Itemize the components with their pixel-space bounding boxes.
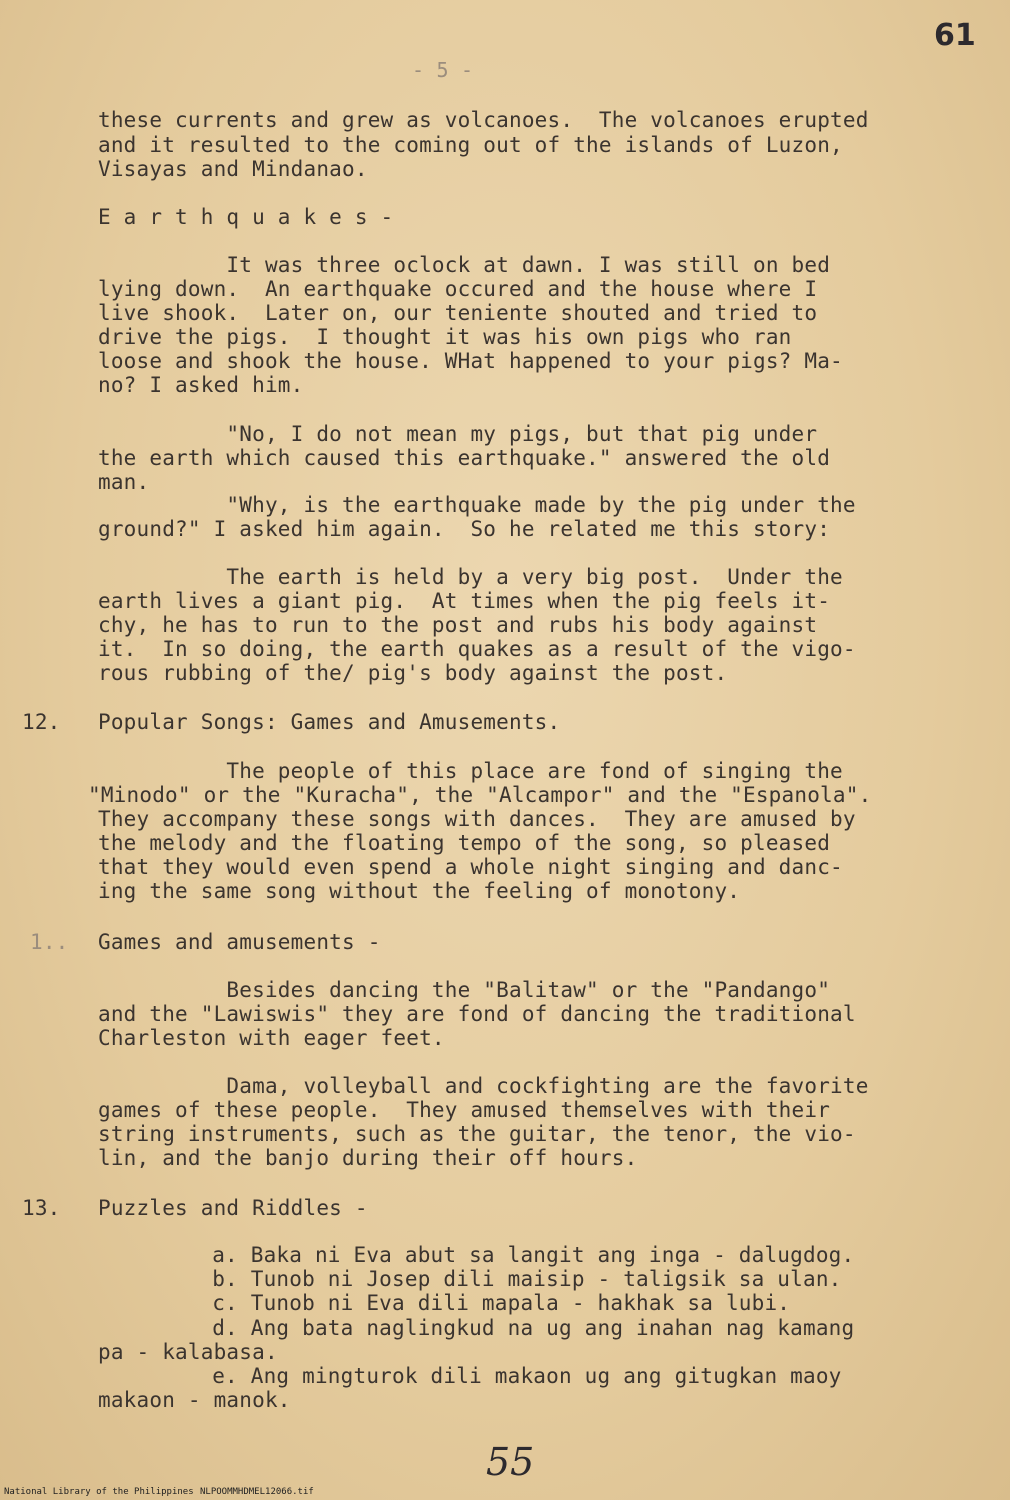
riddle-e-line-2: makaon - manok. — [98, 1388, 291, 1412]
paragraph-volcanoes-line-3: Visayas and Mindanao. — [98, 157, 368, 181]
section-12-number: 12. — [22, 710, 61, 734]
riddle-d-line-1: d. Ang bata naglingkud na ug ang inahan nag kamang — [148, 1316, 855, 1340]
paragraph-dawn-line-1: It was three oclock at dawn. I was still on bed — [98, 253, 831, 277]
paragraph-dances-line-3: Charleston with eager feet. — [98, 1026, 445, 1050]
riddle-c: c. Tunob ni Eva dili mapala - hakhak sa lubi. — [148, 1291, 791, 1315]
paragraph-favorites-line-2: games of these people. They amused themselves with their — [98, 1098, 831, 1122]
section-13-number: 13. — [22, 1196, 61, 1220]
paragraph-question-line-2: ground?" I asked him again. So he related me this story: — [98, 517, 831, 541]
paragraph-songs-line-3: They accompany these songs with dances. They are amused by — [98, 807, 856, 831]
riddle-b: b. Tunob ni Josep dili maisip - taligsik sa ulan. — [148, 1267, 842, 1291]
paragraph-dawn-line-4: drive the pigs. I thought it was his own pigs who ran — [98, 325, 792, 349]
paragraph-story-line-1: The earth is held by a very big post. Under the — [98, 565, 843, 589]
paragraph-answer-line-2: the earth which caused this earthquake." answered the old — [98, 446, 831, 470]
paragraph-volcanoes-line-2: and it resulted to the coming out of the islands of Luzon, — [98, 133, 843, 157]
section-games-title: Games and amusements - — [98, 930, 381, 954]
paragraph-story-line-3: chy, he has to run to the post and rubs his body against — [98, 613, 818, 637]
typed-page-number: - 5 - — [412, 58, 474, 82]
section-12-title: Popular Songs: Games and Amusements. — [98, 710, 561, 734]
riddle-d-line-2: pa - kalabasa. — [98, 1340, 278, 1364]
paragraph-answer-line-1: "No, I do not mean my pigs, but that pig under — [98, 422, 818, 446]
earthquakes-heading: E a r t h q u a k e s - — [98, 205, 394, 229]
paragraph-songs-line-4: the melody and the floating tempo of the song, so pleased — [98, 831, 831, 855]
paragraph-songs-line-6: ing the same song without the feeling of monotony. — [98, 879, 741, 903]
paragraph-songs-line-5: that they would even spend a whole night singing and danc- — [98, 855, 843, 879]
paragraph-dances-line-2: and the "Lawiswis" they are fond of dancing the traditional — [98, 1002, 856, 1026]
paragraph-songs-line-1: The people of this place are fond of singing the — [98, 759, 843, 783]
paragraph-dances-line-1: Besides dancing the "Balitaw" or the "Pandango" — [98, 978, 831, 1002]
paragraph-favorites-line-1: Dama, volleyball and cockfighting are the favorite — [98, 1074, 869, 1098]
footer-file-name: NLPOOMMHDMEL12066.tif — [200, 1487, 314, 1497]
paragraph-favorites-line-4: lin, and the banjo during their off hours. — [98, 1146, 638, 1170]
paragraph-dawn-line-6: no? I asked him. — [98, 373, 304, 397]
paragraph-story-line-5: rous rubbing of the/ pig's body against the post. — [98, 661, 728, 685]
paragraph-dawn-line-2: lying down. An earthquake occured and the house where I — [98, 277, 818, 301]
paragraph-songs-line-2: "Minodo" or the "Kuracha", the "Alcampor" and the "Espanola". — [88, 783, 872, 807]
footer-library-name: National Library of the Philippines — [4, 1487, 194, 1497]
paragraph-story-line-2: earth lives a giant pig. At times when the pig feels it- — [98, 589, 831, 613]
section-games-number: 1.. — [30, 930, 69, 954]
paragraph-volcanoes-line-1: these currents and grew as volcanoes. The volcanoes erupted — [98, 108, 869, 132]
riddle-e-line-1: e. Ang mingturok dili makaon ug ang gitugkan maoy — [148, 1364, 842, 1388]
paragraph-question-line-1: "Why, is the earthquake made by the pig under the — [98, 493, 856, 517]
paragraph-dawn-line-3: live shook. Later on, our teniente shouted and tried to — [98, 301, 818, 325]
paragraph-answer-line-3: man. — [98, 470, 150, 494]
riddle-a: a. Baka ni Eva abut sa langit ang inga - dalugdog. — [148, 1243, 855, 1267]
paragraph-story-line-4: it. In so doing, the earth quakes as a result of the vigo- — [98, 637, 856, 661]
handwritten-page-number: 61 — [934, 18, 976, 53]
section-13-title: Puzzles and Riddles - — [98, 1196, 368, 1220]
handwritten-bottom-page-number: 55 — [486, 1440, 535, 1484]
paragraph-dawn-line-5: loose and shook the house. WHat happened to your pigs? Ma- — [98, 349, 843, 373]
paragraph-favorites-line-3: string instruments, such as the guitar, the tenor, the vio- — [98, 1122, 856, 1146]
